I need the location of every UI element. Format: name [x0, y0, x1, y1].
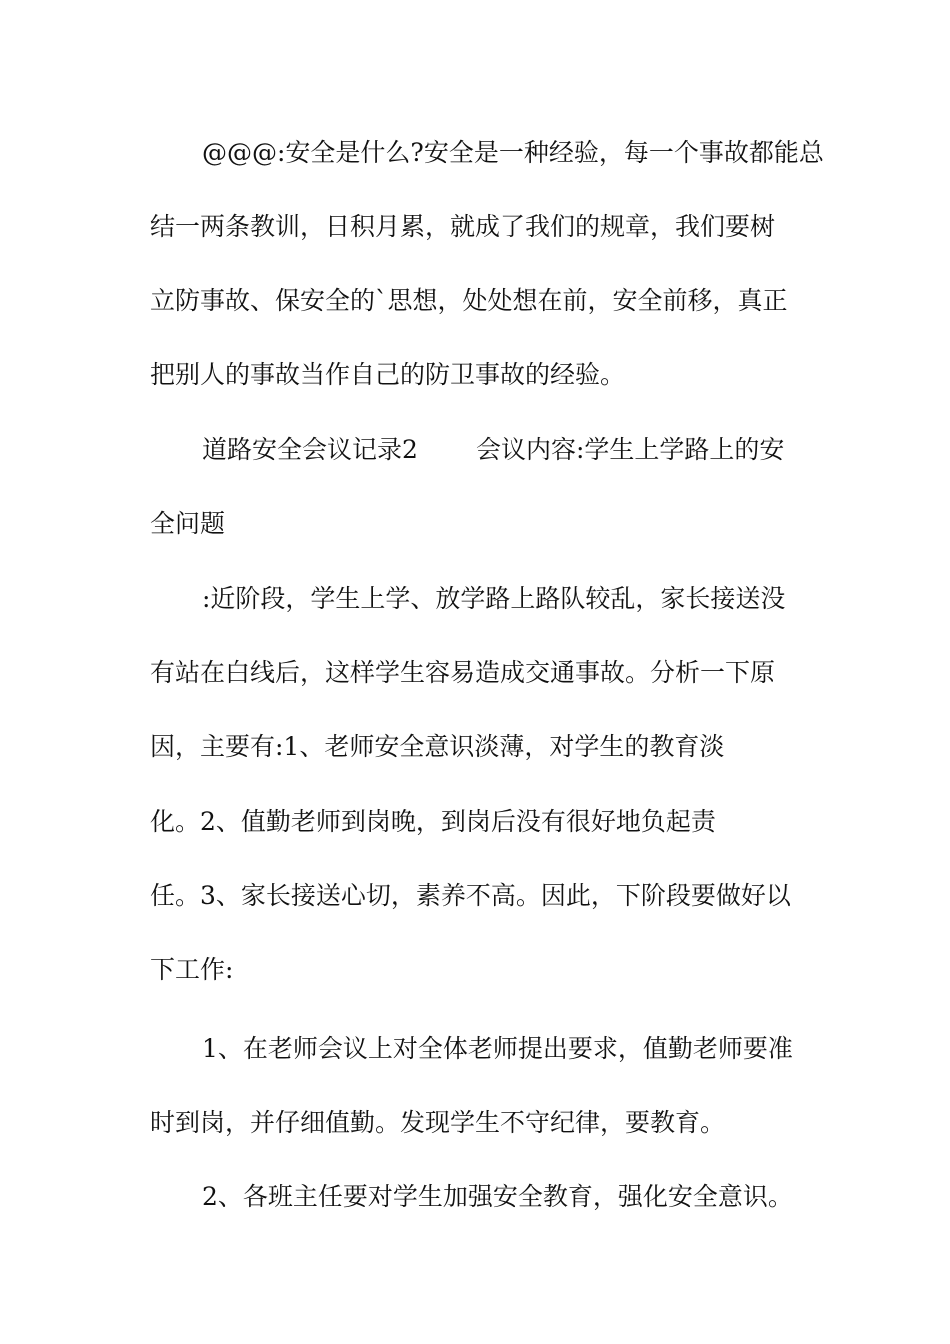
text-line: 结一两条教训，日积月累，就成了我们的规章，我们要树 — [150, 212, 776, 241]
text-line: 立防事故、保安全的`思想，处处想在前，安全前移，真正 — [150, 286, 788, 315]
text-line: 下工作: — [150, 955, 234, 984]
text-line: 全问题 — [150, 509, 226, 538]
text-line: :近阶段，学生上学、放学路上路队较乱，家长接送没 — [202, 584, 786, 613]
text-line: 1、在老师会议上对全体老师提出要求，值勤老师要准 — [202, 1034, 793, 1063]
section-heading: 道路安全会议记录2 — [202, 435, 418, 464]
text-line: 2、各班主任要对学生加强安全教育，强化安全意识。 — [202, 1182, 793, 1211]
text-line: 任。3、家长接送心切，素养不高。因此，下阶段要做好以 — [150, 881, 791, 910]
text-line: 时到岗，并仔细值勤。发现学生不守纪律，要教育。 — [150, 1108, 726, 1137]
text-line: 把别人的事故当作自己的防卫事故的经验。 — [150, 360, 626, 389]
text-line: 有站在白线后，这样学生容易造成交通事故。分析一下原 — [150, 658, 776, 687]
text-line: 会议内容:学生上学路上的安 — [476, 435, 785, 464]
text-line: @@@:安全是什么?安全是一种经验，每一个事故都能总 — [202, 138, 824, 167]
text-line: 因，主要有:1、老师安全意识淡薄，对学生的教育淡 — [150, 732, 725, 761]
text-line: 化。2、值勤老师到岗晚，到岗后没有很好地负起责 — [150, 807, 716, 836]
